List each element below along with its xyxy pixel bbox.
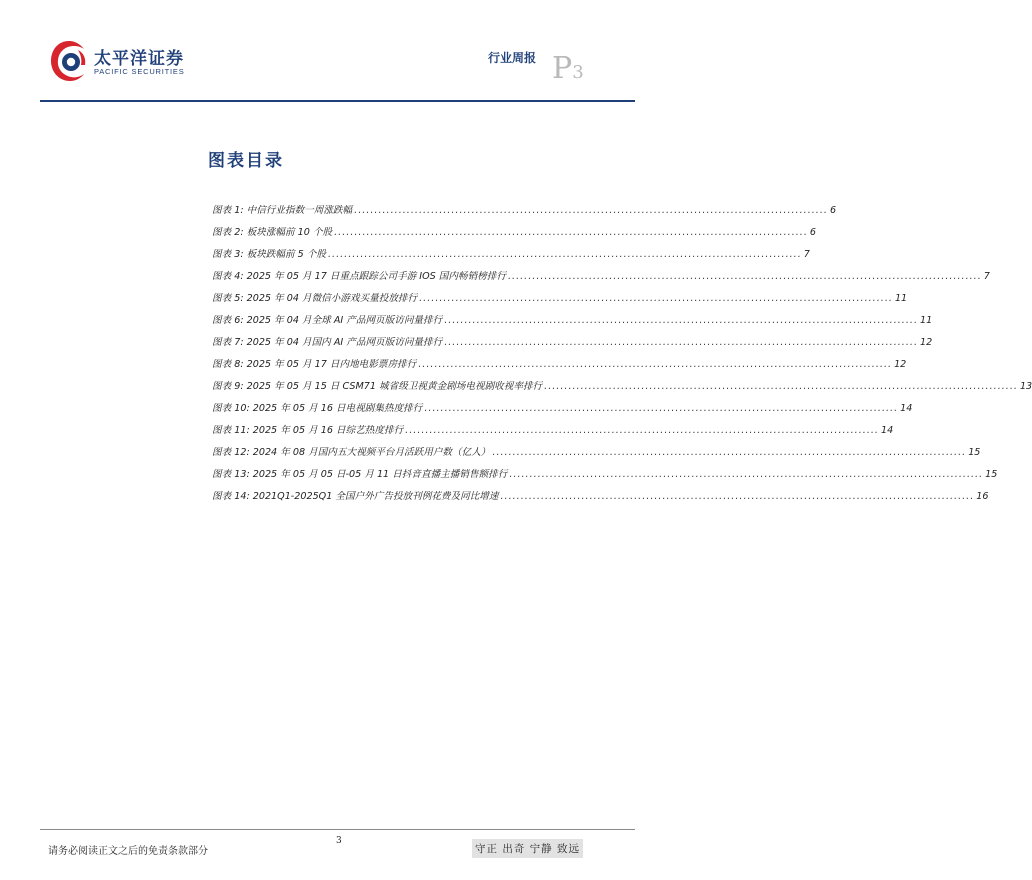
toc-entry-label: 图表 10: [212,403,253,414]
toc-entry-title: 2025 年 05 月 05 日-05 月 11 日抖音直播主播销售额排行 [252,469,508,480]
toc-entry-title: 2025 年 05 月 17 日重点跟踪公司手游 IOS 国内畅销榜排行 [246,271,506,282]
toc-entry[interactable] [212,422,894,444]
toc-entry-page: 15 [985,469,998,480]
toc-entry-label: 图表 3: [212,249,247,260]
toc-entry-label: 图表 8: [212,359,247,370]
toc-entry-title: 板块涨幅前 10 个股 [246,227,333,238]
toc-entry-title: 2021Q1-2025Q1 全国户外广告投放刊例花费及同比增速 [252,491,499,502]
toc-entry-label: 图表 7: [212,337,247,348]
toc-entry-title: 2025 年 04 月全球 AI 产品网页版访问量排行 [246,315,443,326]
pacific-securities-emblem-icon [48,38,90,84]
toc-leader-dots [405,425,879,436]
toc-entry-title: 2025 年 05 月 16 日电视剧集热度排行 [252,403,423,414]
toc-entry-page: 7 [803,249,810,260]
toc-entry-page: 13 [1019,381,1032,392]
toc-entry-page: 14 [900,403,913,414]
toc-entry-label: 图表 2: [212,227,247,238]
toc-entry-title: 中信行业指数一周涨跌幅 [246,205,353,216]
toc-leader-dots [328,249,802,260]
toc-entry-page: 11 [920,315,933,326]
toc-entry-page: 7 [983,271,990,282]
toc-entry-title: 2025 年 04 月国内 AI 产品网页版访问量排行 [246,337,443,348]
page-header [0,0,680,102]
toc-entry-label: 图表 14: [212,491,253,502]
footer-divider [40,829,635,830]
footer-page-number: 3 [336,836,342,846]
toc-leader-dots [354,205,828,216]
toc-leader-dots [424,403,898,414]
toc-entry[interactable] [212,466,998,488]
toc-entry-label: 图表 5: [212,293,247,304]
toc-leader-dots [544,381,1018,392]
toc-entry-label: 图表 4: [212,271,247,282]
page-mark-number: 3 [572,62,584,83]
toc-leader-dots [334,227,808,238]
toc-leader-dots [419,293,893,304]
toc-entry[interactable] [212,268,990,290]
toc-entry-label: 图表 12: [212,447,253,458]
toc-leader-dots [444,315,918,326]
toc-entry-page: 15 [968,447,981,458]
company-logo [48,38,228,88]
toc-entry-label: 图表 1: [212,205,247,216]
toc-entry[interactable] [212,290,908,312]
toc-entry-title: 2025 年 05 月 16 日综艺热度排行 [252,425,404,436]
toc-entry-title: 2025 年 05 月 15 日 CSM71 城省级卫视黄金剧场电视剧收视率排行 [246,381,543,392]
toc-entry[interactable] [212,378,1032,400]
toc-entry-title: 2024 年 08 月国内五大视频平台月活跃用户数（亿人） [252,447,491,458]
toc-entry-title: 2025 年 05 月 17 日内地电影票房排行 [246,359,417,370]
toc-entry-page: 11 [894,293,908,304]
header-divider [40,100,635,102]
toc-entry[interactable] [212,444,981,466]
disclaimer-note: 请务必阅读正文之后的免责条款部分 [48,846,208,857]
toc-entry-page: 12 [920,337,933,348]
toc-entry[interactable] [212,334,933,356]
toc-entry-label: 图表 13: [212,469,253,480]
toc-leader-dots [508,271,982,282]
toc-entry-title: 板块跌幅前 5 个股 [246,249,326,260]
toc-leader-dots [500,491,974,502]
toc-entry[interactable] [212,488,989,510]
page-mark-letter: P [552,51,573,86]
toc-entry[interactable] [212,202,837,224]
page-mark [552,51,584,88]
toc-entry-page: 6 [829,205,837,216]
toc-entry[interactable] [212,400,913,422]
figure-table-of-contents [212,202,1032,510]
company-name-en: PACIFIC SECURITIES [94,67,185,76]
toc-entry-page: 6 [809,227,817,238]
report-type: 行业周报 [488,51,537,65]
toc-entry-label: 图表 11: [212,425,253,436]
company-motto: 守正 出奇 宁静 致远 [472,839,583,858]
toc-entry-page: 14 [880,425,894,436]
toc-title: 图表目录 [208,151,284,171]
toc-entry[interactable] [212,224,817,246]
toc-entry-page: 16 [976,491,989,502]
toc-entry[interactable] [212,312,933,334]
toc-entry[interactable] [212,356,907,378]
toc-leader-dots [492,447,966,458]
toc-leader-dots [418,359,892,370]
toc-entry-title: 2025 年 04 月微信小游戏买量投放排行 [246,293,418,304]
toc-entry-label: 图表 6: [212,315,247,326]
company-name-cn: 太平洋证券 [94,49,184,69]
toc-leader-dots [444,337,918,348]
toc-entry[interactable] [212,246,810,268]
toc-entry-page: 12 [894,359,907,370]
toc-entry-label: 图表 9: [212,381,247,392]
toc-leader-dots [509,469,983,480]
